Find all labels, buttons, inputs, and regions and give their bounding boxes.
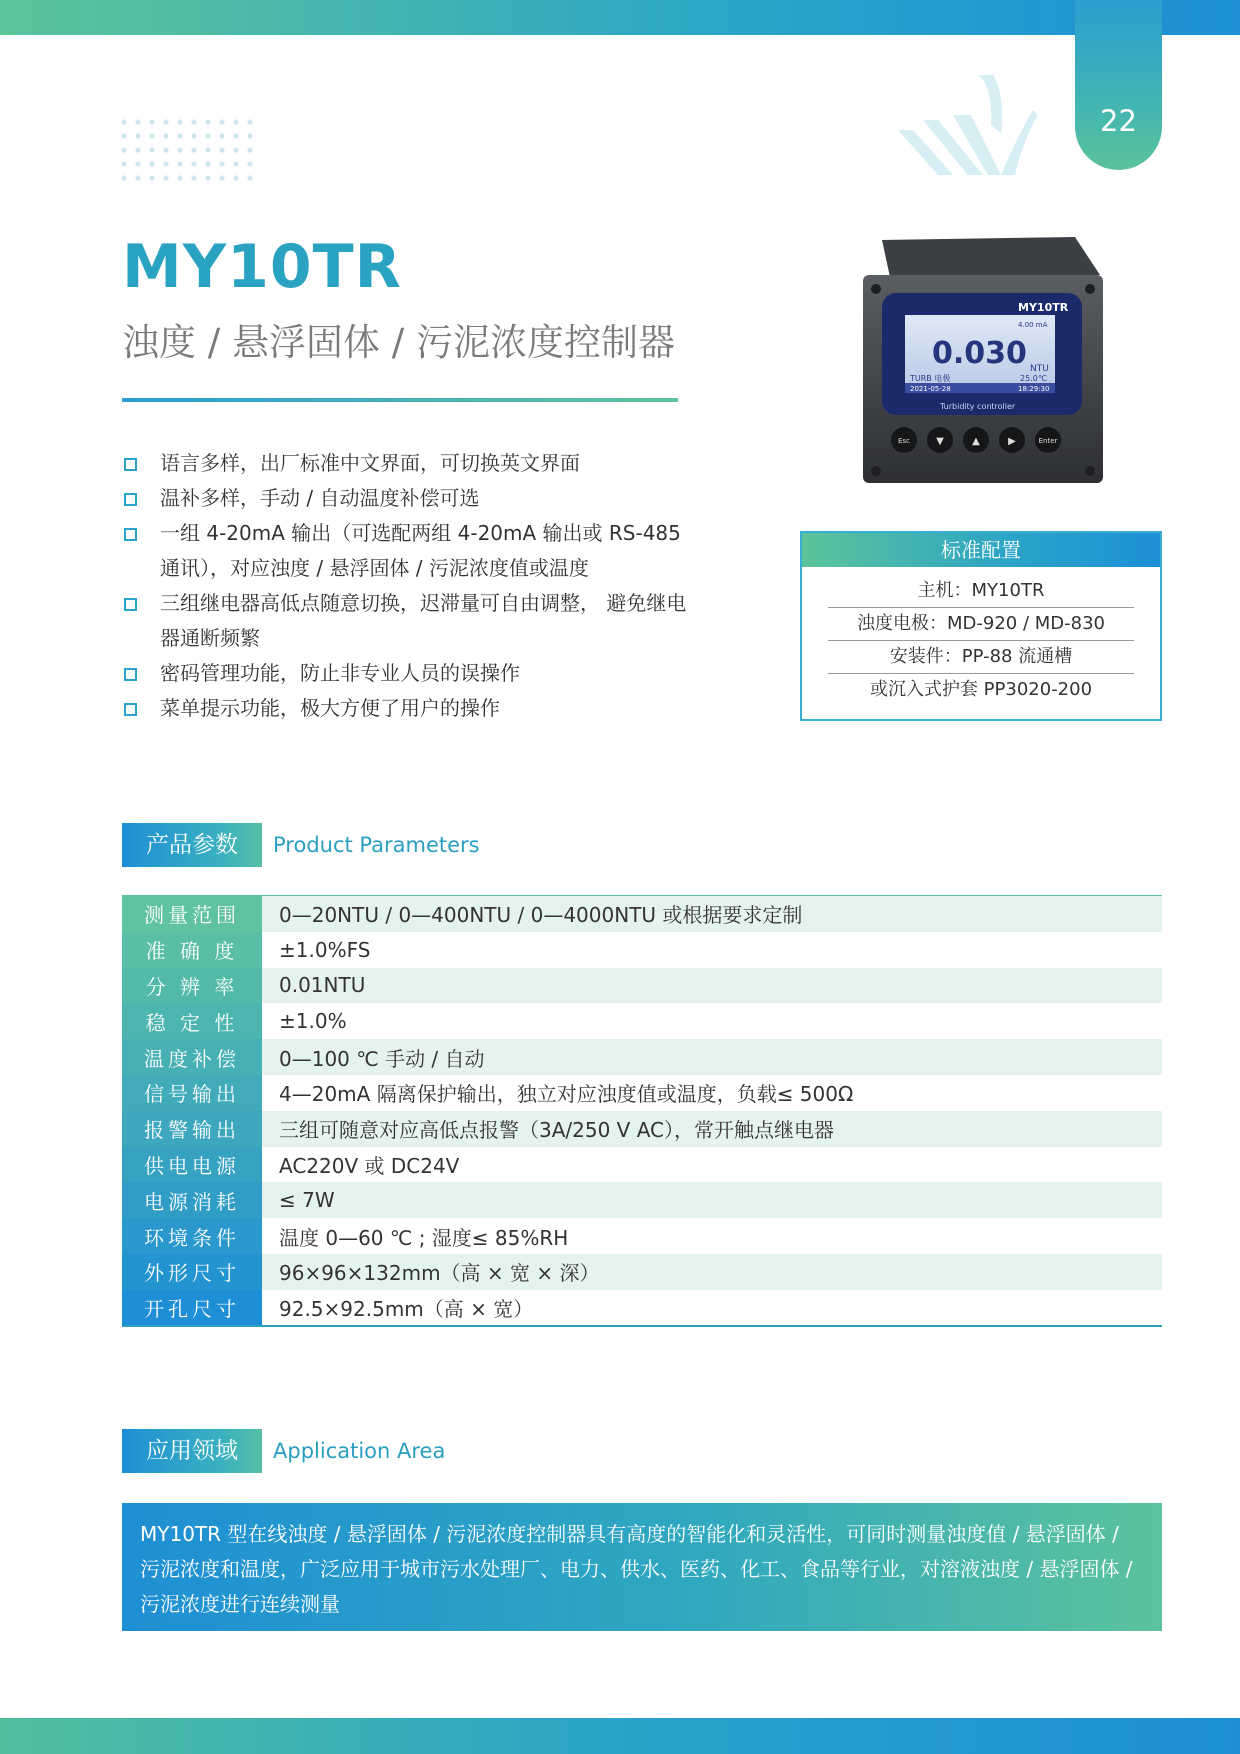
page-number: 22 [1100, 104, 1137, 138]
square-bullet-icon [124, 703, 137, 716]
table-row [122, 1218, 1162, 1254]
table-row [122, 1254, 1162, 1290]
dot-grid-decoration [120, 118, 260, 182]
table-row [122, 1111, 1162, 1147]
device-current-text: 4.00 mA [1018, 321, 1048, 329]
square-bullet-icon [124, 528, 137, 541]
param-value: AC220V 或 DC24V [262, 1147, 1162, 1183]
device-reading-text: 0.030 [932, 336, 1027, 371]
title-divider [122, 398, 678, 402]
feature-item: 三组继电器高低点随意切换，迟滞量可自由调整， 避免继电器通断频繁 [122, 586, 692, 656]
device-button-right: ▶ [1008, 436, 1016, 447]
param-value: ±1.0% [262, 1003, 1162, 1039]
table-row [122, 896, 1162, 932]
param-value: ±1.0%FS [262, 932, 1162, 968]
params-title-zh: 产品参数 [122, 823, 262, 867]
device-date-text: 2021-05-28 [910, 385, 951, 393]
feature-item: 一组 4-20mA 输出（可选配两组 4-20mA 输出或 RS-485 通讯），对应浊度 / 悬浮固体 / 污泥浓度值或温度 [122, 516, 692, 586]
application-title-zh: 应用领域 [122, 1429, 262, 1473]
device-probe-text: TURB 电极 [910, 374, 951, 383]
device-button-up: ▲ [972, 436, 980, 447]
param-value: 温度 0—60 ℃ ; 湿度≤ 85%RH [262, 1218, 1162, 1254]
standard-config-list [802, 567, 1160, 706]
table-row [122, 1147, 1162, 1183]
device-button-down: ▼ [936, 436, 944, 447]
product-subtitle: 浊度 / 悬浮固体 / 污泥浓度控制器 [122, 321, 675, 364]
device-button-esc: Esc [898, 437, 910, 445]
param-label: 测量范围 [122, 896, 262, 932]
param-label: 电源消耗 [122, 1182, 262, 1218]
param-label: 分 辨 率 [122, 968, 262, 1004]
params-bottom-rule [122, 1325, 1162, 1327]
params-title-en: Product Parameters [273, 833, 480, 857]
config-item: 安装件：PP-88 流通槽 [828, 641, 1134, 674]
square-bullet-icon [124, 458, 137, 471]
params-table [122, 896, 1162, 1326]
top-banner [0, 0, 1240, 35]
device-time-text: 18:29:30 [1018, 385, 1050, 393]
table-row [122, 932, 1162, 968]
table-row [122, 968, 1162, 1004]
param-label: 报警输出 [122, 1111, 262, 1147]
standard-config-box [800, 531, 1162, 721]
config-item: 主机：MY10TR [828, 575, 1134, 608]
square-bullet-icon [124, 668, 137, 681]
device-temperature-text: 25.0℃ [1020, 374, 1047, 383]
param-label: 环境条件 [122, 1218, 262, 1254]
param-label: 外形尺寸 [122, 1254, 262, 1290]
param-value: 0—100 ℃ 手动 / 自动 [262, 1039, 1162, 1075]
config-item: 或沉入式护套 PP3020-200 [869, 679, 1093, 700]
config-item: 浊度电极：MD-920 / MD-830 [828, 608, 1134, 641]
param-value: 三组可随意对应高低点报警（3A/250 V AC），常开触点继电器 [262, 1111, 1162, 1147]
device-brand-text: MY10TR [1018, 301, 1069, 314]
square-bullet-icon [124, 598, 137, 611]
table-row [122, 1290, 1162, 1326]
param-label: 开孔尺寸 [122, 1290, 262, 1326]
table-row [122, 1039, 1162, 1075]
param-label: 准 确 度 [122, 932, 262, 968]
standard-config-title: 标准配置 [802, 533, 1160, 567]
param-value: 0.01NTU [262, 968, 1162, 1004]
feature-item: 菜单提示功能，极大方便了用户的操作 [122, 691, 692, 726]
param-label: 温度补偿 [122, 1039, 262, 1075]
feature-item: 温补多样，手动 / 自动温度补偿可选 [122, 481, 692, 516]
table-row [122, 1003, 1162, 1039]
param-value: 92.5×92.5mm（高 × 宽） [262, 1290, 1162, 1326]
product-model-title: MY10TR [122, 232, 402, 302]
application-title-en: Application Area [273, 1439, 446, 1463]
device-unit-text: NTU [1030, 364, 1049, 374]
device-label-text: Turbidity controller [940, 402, 1016, 411]
param-label: 稳 定 性 [122, 1003, 262, 1039]
application-description: MY10TR 型在线浊度 / 悬浮固体 / 污泥浓度控制器具有高度的智能化和灵活性，可同时测量浊度值 / 悬浮固体 / 污泥浓度和温度，广泛应用于城市污水处理厂、电力、供水、医药、化工、食品等行业，对溶液浊度 / 悬浮固体 / 污泥浓度进行连续测量 [122, 1503, 1162, 1631]
feature-item: 密码管理功能，防止非专业人员的误操作 [122, 656, 692, 691]
feature-list [122, 446, 692, 726]
param-label: 供电电源 [122, 1147, 262, 1183]
param-value: 96×96×132mm（高 × 宽 × 深） [262, 1254, 1162, 1290]
table-row [122, 1075, 1162, 1111]
param-value: ≤ 7W [262, 1182, 1162, 1218]
bottom-banner [0, 1718, 1240, 1754]
param-value: 4—20mA 隔离保护输出，独立对应浊度值或温度，负载≤ 500Ω [262, 1075, 1162, 1111]
table-row [122, 1182, 1162, 1218]
square-bullet-icon [124, 493, 137, 506]
param-label: 信号输出 [122, 1075, 262, 1111]
feature-item: 语言多样，出厂标准中文界面，可切换英文界面 [122, 446, 692, 481]
brand-logo-watermark [893, 75, 1038, 180]
device-button-enter: Enter [1038, 437, 1058, 445]
param-value: 0—20NTU / 0—400NTU / 0—4000NTU 或根据要求定制 [262, 896, 1162, 932]
controller-product-photo [860, 235, 1110, 487]
page-number-tab [1075, 0, 1162, 170]
